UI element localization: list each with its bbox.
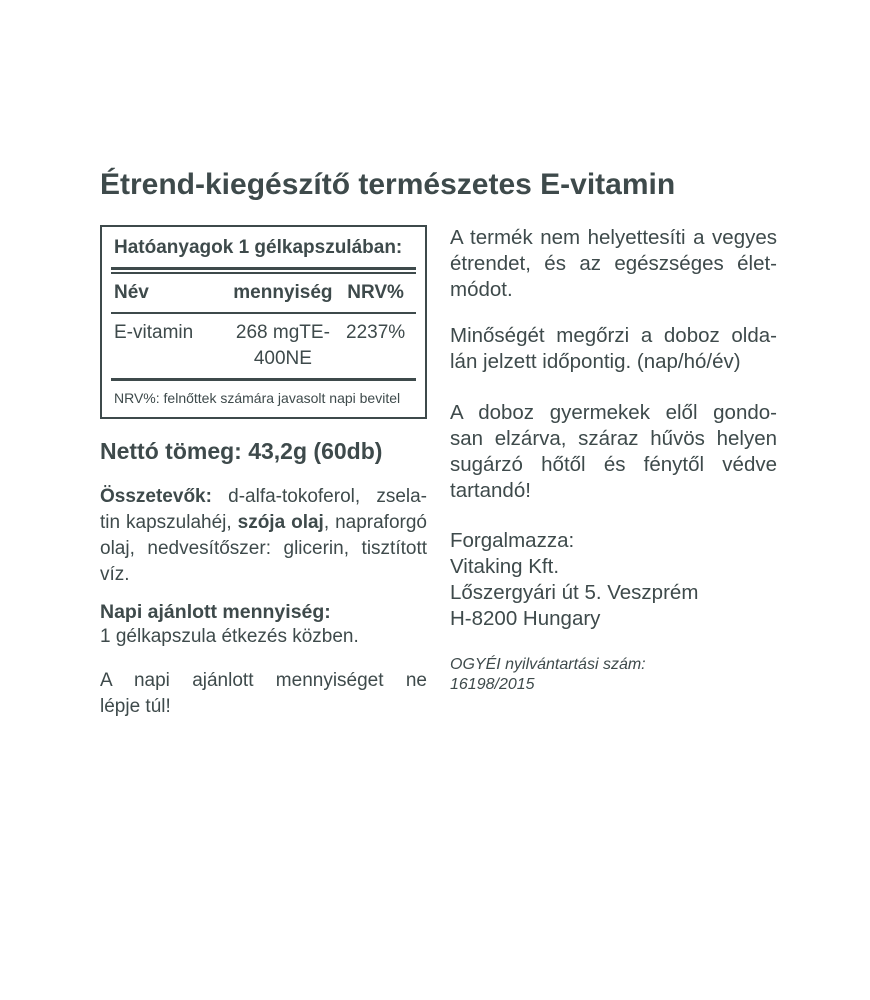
left-column (100, 225, 427, 720)
expiry-paragraph (450, 323, 777, 375)
label-columns (100, 225, 777, 720)
warning-line-2: lépje túl! (100, 695, 171, 717)
distributor-label: Forgalmazza: (450, 528, 575, 552)
ingredients-line-1 (100, 484, 427, 510)
ingredients-line-2-post: , napraforgó (323, 511, 427, 533)
storage-line-4: tartandó! (450, 478, 531, 502)
facts-column-header-row (102, 274, 425, 312)
ingredients-line-3: olaj, nedvesítőszer: glicerin, tisztított (100, 537, 427, 559)
column-header-nrv: NRV% (347, 281, 404, 303)
ingredients-line-2-pre: tin kapszulahéj, (100, 511, 232, 533)
amount-line-2: 400NE (253, 347, 312, 369)
distributor-country: H-8200 Hungary (450, 606, 601, 630)
ingredient-soy-oil: szója olaj (237, 511, 324, 533)
expiry-line-1: Minőségét megőrzi a doboz olda- (450, 323, 777, 347)
ingredients-label: Összetevők: (100, 485, 212, 507)
storage-line-3: sugárzó hőtől és fénytől védve (450, 452, 777, 476)
ingredients-line-4: víz. (100, 563, 130, 585)
daily-dose-heading: Napi ajánlott mennyiség: (100, 600, 331, 623)
disclaimer-line-1: A termék nem helyettesíti a vegyes (450, 225, 777, 249)
page-title: Étrend-kiegészítő természetes E-vitamin (100, 168, 676, 201)
warning-paragraph (100, 668, 427, 720)
distributor-name: Vitaking Kft. (450, 554, 560, 578)
disclaimer-line-3: módot. (450, 277, 513, 301)
storage-line-1: A doboz gyermekek elől gondo- (450, 400, 777, 424)
cell-amount (228, 322, 339, 370)
ingredients-line-1-text: d-alfa-tokoferol, zsela- (228, 485, 428, 507)
facts-footnote: NRV%: felnőttek számára javasolt napi bevitel (114, 389, 401, 406)
cell-nrv: 2237% (346, 321, 406, 343)
amount-line-1: 268 mgTE- (235, 321, 330, 343)
table-row (102, 314, 425, 378)
disclaimer-paragraph (450, 225, 777, 303)
distributor-block (450, 528, 777, 632)
supplement-facts-table (100, 225, 427, 419)
expiry-line-2: lán jelzett időpontig. (nap/hó/év) (450, 349, 741, 373)
ingredients-paragraph (100, 484, 427, 588)
right-column (450, 225, 777, 720)
double-rule (111, 267, 416, 274)
net-weight: Nettó tömeg: 43,2g (60db) (100, 437, 383, 464)
registration-number: 16198/2015 (450, 675, 535, 693)
disclaimer-line-2: étrendet, és az egészséges élet- (450, 251, 777, 275)
storage-paragraph (450, 400, 777, 504)
registration-label: OGYÉI nyilvántartási szám: (450, 655, 646, 673)
warning-line-1: A napi ajánlott mennyiséget ne (100, 669, 427, 691)
facts-header: Hatóanyagok 1 gélkapszulában: (114, 236, 403, 258)
distributor-address: Lőszergyári út 5. Veszprém (450, 580, 699, 604)
daily-dose-text: 1 gélkapszula étkezés közben. (100, 625, 359, 647)
cell-name: E-vitamin (114, 321, 194, 343)
column-header-name: Név (114, 281, 149, 303)
registration-block (450, 655, 777, 695)
ingredients-line-2 (100, 510, 427, 536)
column-header-amount: mennyiség (233, 281, 333, 303)
storage-line-2: san elzárva, száraz hűvös helyen (450, 426, 777, 450)
